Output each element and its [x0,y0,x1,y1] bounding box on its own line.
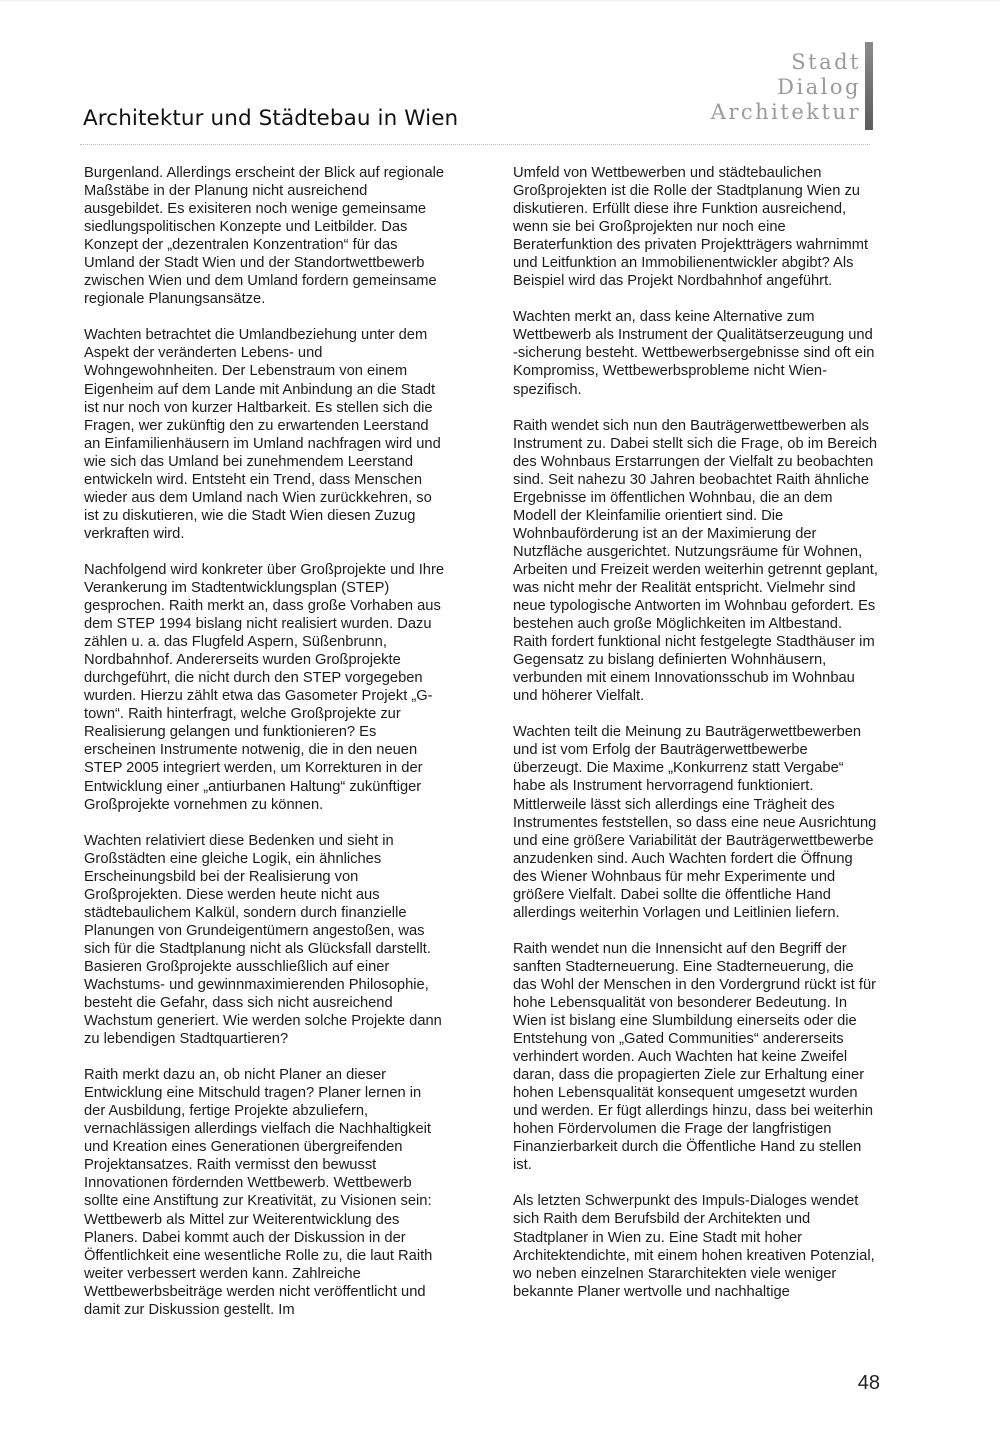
page-top-edge [0,0,1000,1]
paragraph: Raith wendet sich nun den Bauträgerwettbewerben als Instrument zu. Dabei stellt sich die Frage, ob im Bereich des Wohnbaus Erstarrungen der Vielfalt zu beobachten sind. Seit nahezu 30 Jahren beobachtet Raith ähnliche Ergebnisse im öffentlichen Wohnbau, die an dem Modell der Kleinfamilie orientiert sind. Die Wohnbauförderung ist an der Maximierung der Nutzfläche ausgerichtet. Nutzungsräume für Wohnen, Arbeiten und Freizeit werden weiterhin getrennt geplant, was nicht mehr der Realität entspricht. Vielmehr sind neue typologische Antworten im Wohnbau gefordert. Es bestehen auch große Möglichkeiten im Altbestand. Raith fordert funktional nicht festgelegte Stadthäuser im Gegensatz zu bislang definierten Wohnhäusern, verbunden mit einem Innovationsschub im Wohnbau und höherer Vielfalt. [513,417,878,705]
header-divider [80,144,870,145]
paragraph: Raith wendet nun die Innensicht auf den Begriff der sanften Stadterneuerung. Eine Stadterneuerung, die das Wohl der Menschen in den Vordergrund rückt ist für hohe Lebensqualität von besonderer Bedeutung. In Wien ist bislang eine Slumbildung einerseits oder die Entstehung von „Gated Communities“ andererseits verhindert worden. Auch Wachten hat keine Zweifel daran, dass die propagierten Ziele zur Erhaltung einer hohen Lebensqualität konsequent umgesetzt wurden und werden. Er fügt allerdings hinzu, dass bei weiterhin hohen Fördervolumen die Frage der langfristigen Finanzierbarkeit durch die Öffentliche Hand zu stellen ist. [513,940,877,1174]
stadtdialog-logo [703,42,873,130]
paragraph: Wachten relativiert diese Bedenken und sieht in Großstädten eine gleiche Logik, ein ähnliches Erscheinungsbild bei der Realisierung von Großprojekten. Diese werden heute nicht aus städtebaulichem Kalkül, sondern durch finanzielle Planungen von Grundeigentümern angestoßen, was sich für die Stadtplanung nicht als Glücksfall darstellt. Basieren Großprojekte ausschließlich auf einer Wachstums- und gewinnmaximierenden Philosophie, besteht die Gefahr, dass sich nicht ausreichend Wachstum generiert. Wie werden solche Projekte dann zu lebendigen Stadtquartieren? [84,832,442,1048]
logo-line-stadt: Stadt [791,50,861,74]
paragraph: Wachten teilt die Meinung zu Bauträgerwettbewerben und ist vom Erfolg der Bauträgerwettbewerbe überzeugt. Die Maxime „Konkurrenz statt Vergabe“ habe als Instrument hervorragend funktioniert. Mittlerweile lässt sich allerdings eine Trägheit des Instrumentes feststellen, so dass eine neue Ausrichtung und eine größere Variabilität der Bauträgerwettbewerbe anzudenken sind. Auch Wachten fordert die Öffnung des Wiener Wohnbaus für mehr Experimente und größere Vielfalt. Dabei sollte die öffentliche Hand allerdings weiterhin Vorlagen und Leitlinien liefern. [513,724,877,921]
paragraph: Burgenland. Allerdings erscheint der Blick auf regionale Maßstäbe in der Planung nicht ausreichend ausgebildet. Es exisiteren noch wenige gemeinsame siedlungspolitischen Konzepte und Leitbilder. Das Konzept der „dezentralen Konzentration“ für das Umland der Stadt Wien und der Standortwettbewerb zwischen Wien und dem Umland fordern gemeinsame regionale Planungsansätze. [84,165,445,308]
text-column-left [84,164,446,1337]
paragraph: Als letzten Schwerpunkt des Impuls-Dialoges wendet sich Raith dem Berufsbild der Architekten und Stadtplaner in Wien zu. Eine Stadt mit hoher Architektendichte, mit einem hohen kreativen Potenzial, wo neben einzelnen Stararchitekten viele weniger bekannte Planer wertvolle und nachhaltige [513,1193,875,1300]
logo-line-architektur: Architektur [710,100,861,124]
paragraph: Wachten betrachtet die Umlandbeziehung unter dem Aspekt der veränderten Lebens- und Wohngewohnheiten. Der Lebenstraum von einem Eigenheim auf dem Lande mit Anbindung an die Stadt ist nur noch von kurzer Haltbarkeit. Es stellen sich die Fragen, wer zukünftig den zu erwartenden Leerstand an Einfamilienhäusern im Umland nachfragen wird und wie sich das Umland bei zunehmendem Leerstand entwickeln wird. Entsteht ein Trend, dass Menschen wieder aus dem Umland nach Wien zurückkehren, so ist zu diskutieren, wie die Stadt Wien diesen Zuzug verkraften wird. [84,327,441,542]
logo-line-dialog: Dialog [777,75,861,99]
page-number: 48 [857,1372,880,1394]
paragraph: Nachfolgend wird konkreter über Großprojekte und Ihre Verankerung im Stadtentwicklungsplan (STEP) gesprochen. Raith merkt an, dass große Vorhaben aus dem STEP 1994 bislang nicht realisiert wurden. Dazu zählen u. a. das Flugfeld Aspern, Süßenbrunn, Nordbahnhof. Andererseits wurden Großprojekte durchgeführt, die nicht durch den STEP vorgegeben wurden. Hierzu zählt etwa das Gasometer Projekt „G-town“. Raith hinterfragt, welche Großprojekte zur Realisierung gelangen und funktionieren? Es erscheinen Instrumente notwenig, die in den neuen STEP 2005 integriert werden, um Korrekturen in der Entwicklung einer „antiurbanen Haltung“ zukünftiger Großprojekte vornehmen zu können. [84,561,445,813]
paragraph: Umfeld von Wettbewerben und städtebaulichen Großprojekten ist die Rolle der Stadtplanung Wien zu diskutieren. Erfüllt diese ihre Funktion ausreichend, wenn sie bei Großprojekten nur noch eine Beraterfunktion des privaten Projektträgers wahrnimmt und Leitfunktion an Immobilienentwickler abgibt? Als Beispiel wird das Projekt Nordbahnhof angeführt. [513,165,869,290]
logo-bar [865,42,873,130]
paragraph: Wachten merkt an, dass keine Alternative zum Wettbewerb als Instrument der Qualitätserzeugung und -sicherung besteht. Wettbewerbsergebnisse sind oft ein Kompromiss, Wettbewerbsprobleme nicht Wien-spezifisch. [513,309,875,398]
page-title: Architektur und Städtebau in Wien [83,106,459,131]
text-column-right [513,164,879,1319]
paragraph: Raith merkt dazu an, ob nicht Planer an dieser Entwicklung eine Mitschuld tragen? Planer lernen in der Ausbildung, fertige Projekte abzuliefern, vernachlässigen allerdings vielfach die Nachhaltigkeit und Kreation eines Generationen übergreifenden Projektansatzes. Raith vermisst den bewusst Innovationen fördernden Wettbewerb. Wettbewerb sollte eine Anstiftung zur Kreativität, zu Visionen sein: Wettbewerb als Mittel zur Weiterentwicklung des Planers. Dabei kommt auch der Diskussion in der Öffentlichkeit eine wesentliche Rolle zu, die laut Raith weiter verbessert werden kann. Zahlreiche Wettbewerbsbeiträge werden nicht veröffentlicht und damit zur Diskussion gestellt. Im [84,1067,433,1318]
